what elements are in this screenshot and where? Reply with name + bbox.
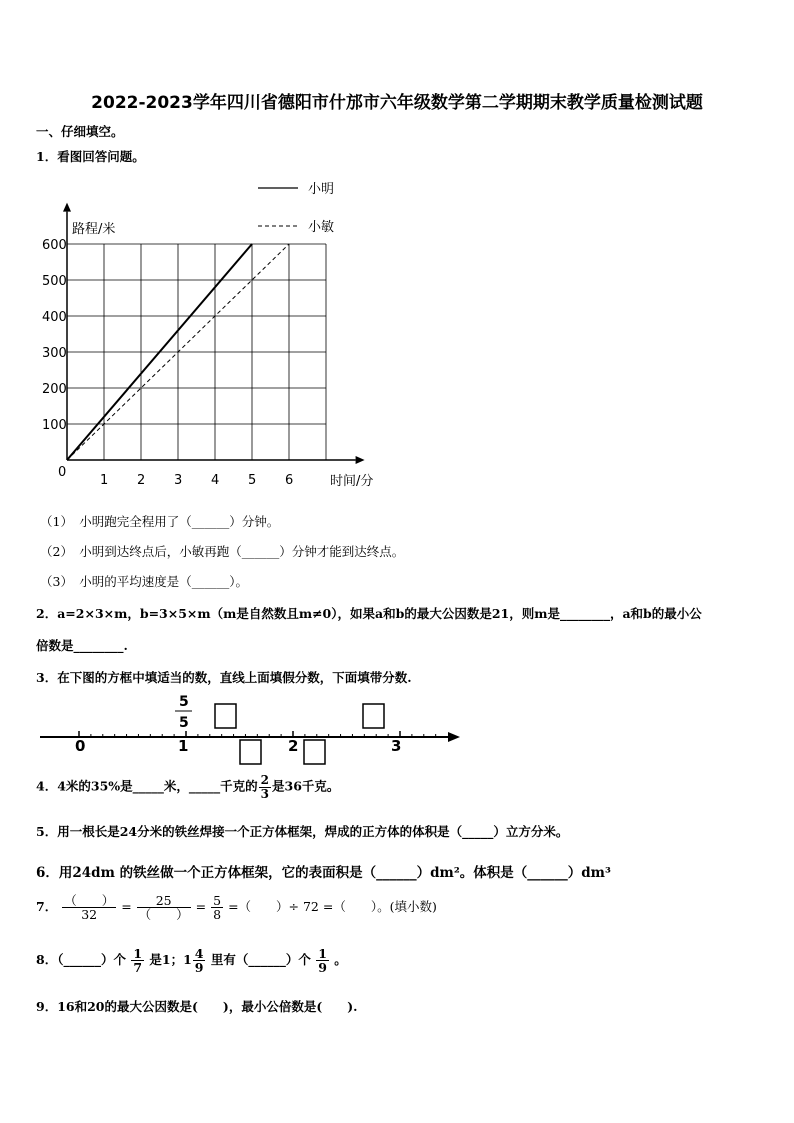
question-1-part-1: （1） 小明跑完全程用了（______）分钟。 bbox=[40, 514, 280, 529]
chart-legend bbox=[258, 182, 334, 235]
fraction-numerator: 5 bbox=[179, 694, 189, 710]
y-tick-label: 200 bbox=[42, 382, 67, 397]
answer-box-above[interactable] bbox=[363, 704, 384, 728]
section-heading: 一、仔细填空。 bbox=[36, 124, 124, 139]
question-8: 8．（______）个 $\frac{1}{7}$ 是1；1 $\frac{4}{9}$ 里有（______）个 $\frac{1}{9}$ 。 bbox=[36, 946, 347, 976]
question-4: 4．4米的35%是_____米，_____千克的 $\frac{2}{3}$ 是36千克。 bbox=[36, 773, 340, 801]
x-axis-arrow-icon bbox=[356, 456, 365, 464]
y-tick-label: 300 bbox=[42, 346, 67, 361]
question-5: 5．用一根长是24分米的铁丝焊接一个正方体框架，焊成的正方体的体积是（_____）立方分米。 bbox=[36, 824, 569, 839]
answer-box-below[interactable] bbox=[304, 740, 325, 764]
x-tick-label: 5 bbox=[248, 473, 257, 488]
y-tick-label: 600 bbox=[42, 238, 67, 253]
arrow-head-icon bbox=[448, 732, 460, 742]
origin-label: 0 bbox=[58, 465, 67, 480]
x-tick-label: 1 bbox=[100, 473, 109, 488]
y-axis-label: 路程/米 bbox=[72, 222, 116, 237]
y-tick-label: 100 bbox=[42, 418, 67, 433]
question-6: 6．用24dm 的铁丝做一个正方体框架，它的表面积是（______）dm²。体积是（______）dm³ bbox=[36, 865, 611, 881]
x-tick-label: 6 bbox=[285, 473, 294, 488]
question-9: 9．16和20的最大公因数是( )，最小公倍数是( ). bbox=[36, 999, 358, 1014]
page-title: 2022-2023学年四川省德阳市什邡市六年级数学第二学期期末教学质量检测试题 bbox=[91, 93, 703, 113]
answer-box-below[interactable] bbox=[240, 740, 261, 764]
question-2-line-1: 2．a=2×3×m，b=3×5×m（m是自然数且m≠0），如果a和b的最大公因数是21，则m是________，a和b的最小公 bbox=[36, 606, 702, 621]
number-line-label: 3 bbox=[391, 737, 402, 755]
number-line-label: 0 bbox=[75, 737, 86, 755]
y-axis-arrow-icon bbox=[63, 203, 71, 212]
answer-box-above[interactable] bbox=[215, 704, 236, 728]
number-line bbox=[36, 690, 466, 770]
x-axis-label: 时间/分 bbox=[330, 474, 374, 489]
number-line-label: 2 bbox=[288, 737, 299, 755]
chart-axes bbox=[42, 203, 365, 488]
distance-time-chart bbox=[30, 175, 400, 495]
x-tick-label: 4 bbox=[211, 473, 220, 488]
chart-grid bbox=[67, 244, 326, 460]
question-1-part-2: （2） 小明到达终点后，小敏再跑（______）分钟才能到达终点。 bbox=[40, 544, 405, 559]
number-line-label: 1 bbox=[178, 737, 189, 755]
legend-label: 小敏 bbox=[308, 220, 335, 235]
y-tick-label: 500 bbox=[42, 274, 67, 289]
question-1: 1．看图回答问题。 bbox=[36, 149, 145, 164]
fraction-denominator: 5 bbox=[179, 715, 189, 731]
legend-label: 小明 bbox=[308, 182, 335, 197]
question-3: 3．在下图的方框中填适当的数，直线上面填假分数，下面填带分数. bbox=[36, 670, 412, 685]
question-1-part-3: （3） 小明的平均速度是（______）。 bbox=[40, 574, 248, 589]
y-tick-label: 400 bbox=[42, 310, 67, 325]
x-tick-label: 2 bbox=[137, 473, 146, 488]
question-7: 7． $\frac{( )}{32}$ = $\frac{25}{( )}$ = $\frac{5}{8}$ =（ ）÷ 72 =（ ）。(填小数) bbox=[36, 893, 437, 923]
x-tick-label: 3 bbox=[174, 473, 183, 488]
question-2-line-2: 倍数是________. bbox=[36, 638, 128, 653]
